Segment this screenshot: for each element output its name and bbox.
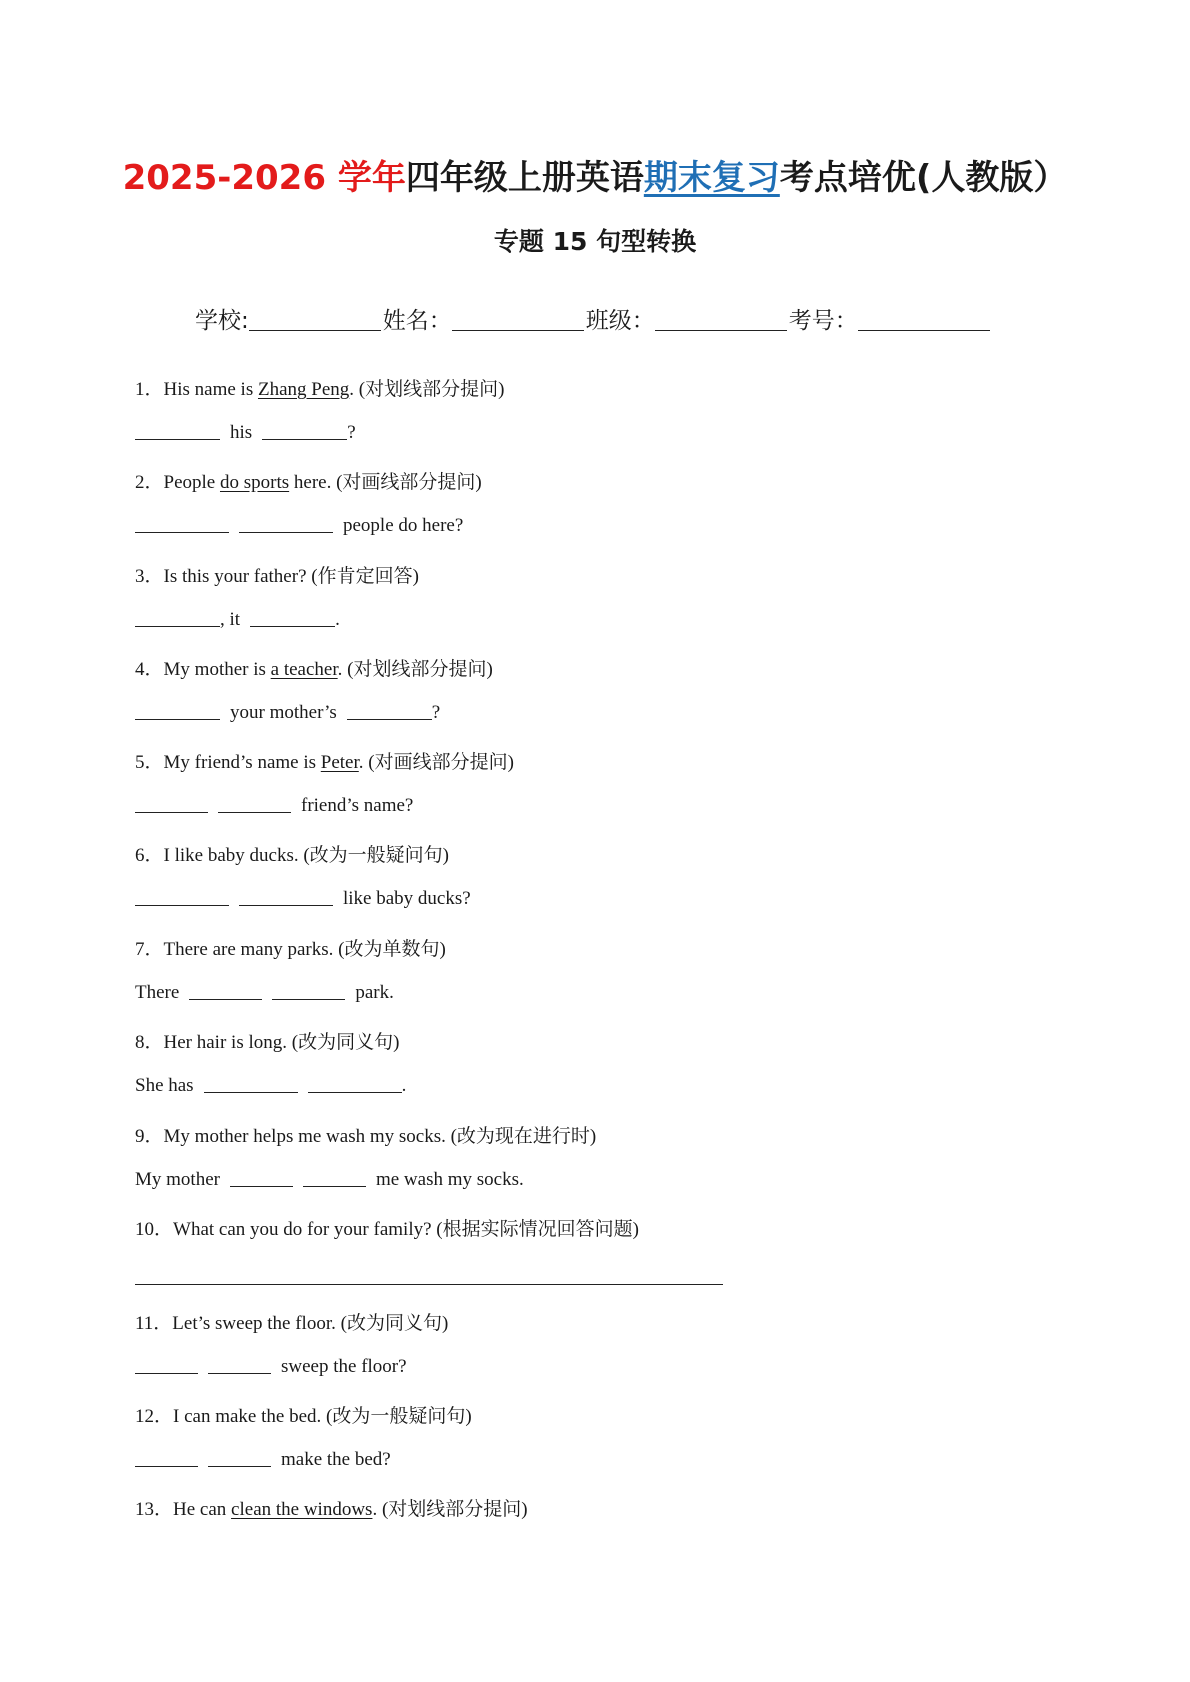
question-7: 7．There are many parks. (改为单数句): [135, 939, 446, 960]
answer-blank[interactable]: [135, 514, 229, 533]
answer-blank[interactable]: [135, 421, 220, 440]
answer-blank[interactable]: [239, 514, 333, 533]
answer-blank[interactable]: [135, 794, 208, 813]
question-12: 12．I can make the bed. (改为一般疑问句): [135, 1406, 472, 1427]
question-11: 11．Let’s sweep the floor. (改为同义句): [135, 1313, 449, 1334]
answer-blank[interactable]: [272, 981, 345, 1000]
answer-blank[interactable]: [308, 1074, 402, 1093]
answer-line-4: your mother’s ?: [135, 701, 440, 724]
question-9: 9．My mother helps me wash my socks. (改为现在进行时): [135, 1126, 597, 1147]
answer-blank[interactable]: [303, 1168, 366, 1187]
document-subtitle: 专题 15 句型转换: [493, 227, 697, 256]
answer-line-6: like baby ducks?: [135, 887, 471, 910]
answer-blank[interactable]: [347, 701, 432, 720]
exam-number-blank[interactable]: [858, 330, 990, 331]
class-blank[interactable]: [655, 330, 787, 331]
question-8: 8．Her hair is long. (改为同义句): [135, 1032, 400, 1053]
answer-blank[interactable]: [230, 1168, 293, 1187]
answer-blank[interactable]: [208, 1355, 271, 1374]
document-title: 2025-2026 学年四年级上册英语期末复习考点培优(人教版）: [122, 158, 1068, 198]
answer-line-11: sweep the floor?: [135, 1355, 407, 1378]
class-label: 班级：: [585, 308, 655, 334]
answer-line-7: There park.: [135, 982, 394, 1003]
answer-blank[interactable]: [135, 887, 229, 906]
question-6: 6．I like baby ducks. (改为一般疑问句): [135, 845, 449, 866]
answer-blank[interactable]: [239, 887, 333, 906]
name-blank[interactable]: [452, 330, 584, 331]
answer-blank[interactable]: [135, 1448, 198, 1467]
answer-line-1: his ?: [135, 421, 356, 444]
answer-long-line[interactable]: [135, 1284, 723, 1285]
student-info-row: [195, 302, 992, 335]
question-2: 2．People do sports here. (对画线部分提问): [135, 472, 482, 493]
answer-blank[interactable]: [262, 421, 347, 440]
question-1: 1．His name is Zhang Peng. (对划线部分提问): [135, 379, 505, 400]
answer-blank[interactable]: [250, 608, 335, 627]
answer-blank[interactable]: [189, 981, 262, 1000]
school-blank[interactable]: [249, 330, 381, 331]
answer-line-8: She has .: [135, 1075, 407, 1096]
answer-blank[interactable]: [135, 608, 220, 627]
answer-line-2: people do here?: [135, 514, 463, 537]
answer-blank[interactable]: [135, 701, 220, 720]
answer-line-5: friend’s name?: [135, 794, 413, 817]
question-10: 10．What can you do for your family? (根据实际情况回答问题): [135, 1219, 639, 1240]
question-3: 3．Is this your father? (作肯定回答): [135, 566, 419, 587]
answer-line-12: make the bed?: [135, 1448, 391, 1471]
question-5: 5．My friend’s name is Peter. (对画线部分提问): [135, 752, 514, 773]
answer-blank[interactable]: [204, 1074, 298, 1093]
answer-line-9: My mother me wash my socks.: [135, 1169, 524, 1190]
answer-line-3: , it .: [135, 608, 340, 631]
exam-number-label: 考号：: [788, 308, 858, 334]
answer-blank[interactable]: [208, 1448, 271, 1467]
question-4: 4．My mother is a teacher. (对划线部分提问): [135, 659, 493, 680]
name-label: 姓名：: [382, 308, 452, 334]
answer-blank[interactable]: [218, 794, 291, 813]
answer-blank[interactable]: [135, 1355, 198, 1374]
school-label: 学校:: [195, 308, 249, 334]
question-13: 13．He can clean the windows. (对划线部分提问): [135, 1499, 528, 1520]
